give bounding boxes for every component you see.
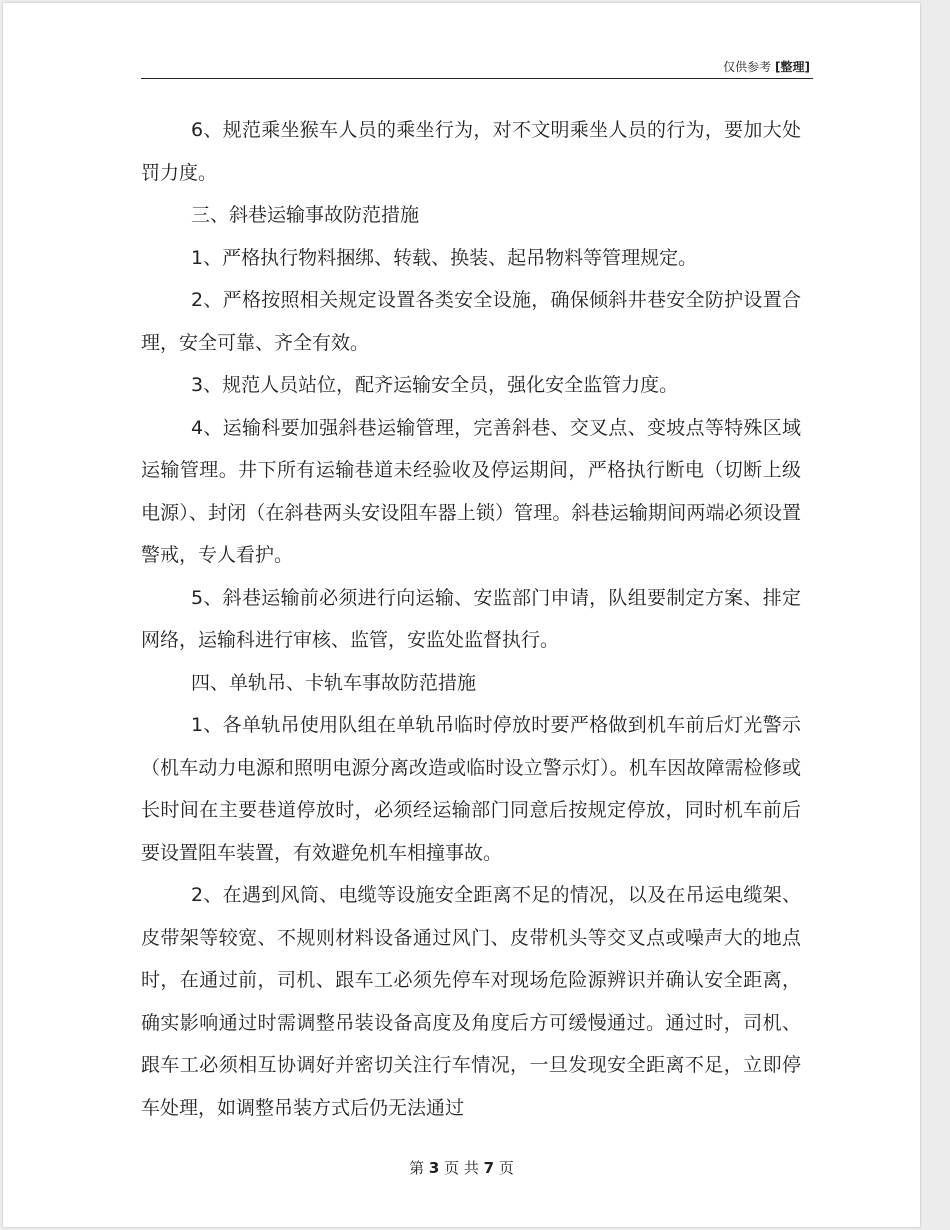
header-divider [141, 78, 813, 79]
page-footer [3, 1157, 920, 1178]
section-heading-4: 四、单轨吊、卡轨车事故防范措施 [191, 671, 477, 694]
paragraph-6: 5、斜巷运输前必须进行向运输、安监部门申请，队组要制定方案、排定网络，运输科进行审核、监管，安监处监督执行。 [141, 586, 801, 651]
header-note-text: 仅供参考 [723, 60, 772, 74]
paragraph-5: 4、运输科要加强斜巷运输管理，完善斜巷、交叉点、变坡点等特殊区域运输管理。井下所有运输巷道未经验收及停运期间，严格执行断电（切断上级电源）、封闭（在斜巷两头安设阻车器上锁）管理。斜巷运输期间两端必须设置警戒，专人看护。 [141, 416, 801, 566]
footer-prefix: 第 [409, 1159, 425, 1177]
footer-suffix: 页 [498, 1159, 514, 1177]
section-heading-3: 三、斜巷运输事故防范措施 [191, 204, 420, 226]
header-note [723, 58, 810, 75]
paragraph-7: 1、各单轨吊使用队组在单轨吊临时停放时要严格做到机车前后灯光警示（机车动力电源和照明电源分离改造或临时设立警示灯）。机车因故障需检修或长时间在主要巷道停放时，必须经运输部门同意后按规定停放，同时机车前后要设置阻车装置，有效避免机车相撞事故。 [141, 714, 801, 864]
paragraph-4: 3、规范人员站位，配齐运输安全员，强化安全监管力度。 [191, 374, 679, 396]
paragraph-3: 2、严格按照相关规定设置各类安全设施，确保倾斜井巷安全防护设置合理，安全可靠、齐全有效。 [141, 289, 801, 354]
footer-total-pages: 7 [483, 1159, 495, 1177]
paragraph-8: 2、在遇到风筒、电缆等设施安全距离不足的情况，以及在吊运电缆架、皮带架等较宽、不规则材料设备通过风门、皮带机头等交叉点或噪声大的地点时，在通过前，司机、跟车工必须先停车对现场危险源辨识并确认安全距离，确实影响通过时需调整吊装设备高度及角度后方可缓慢通过。通过时，司机、跟车工必须相互协调好并密切关注行车情况，一旦发现安全距离不足，立即停车处理，如调整吊装方式后仍无法通过 [141, 884, 801, 1119]
paragraph-2: 1、严格执行物料捆绑、转载、换装、起吊物料等管理规定。 [191, 246, 698, 269]
footer-page-number: 3 [428, 1159, 440, 1177]
paragraph-1: 6、规范乘坐猴车人员的乘坐行为，对不文明乘坐人员的行为，要加大处罚力度。 [141, 119, 801, 184]
footer-mid: 页 共 [444, 1159, 479, 1177]
header-note-tag: [整理] [775, 60, 810, 74]
document-page [3, 3, 920, 1227]
document-body [141, 109, 801, 1129]
